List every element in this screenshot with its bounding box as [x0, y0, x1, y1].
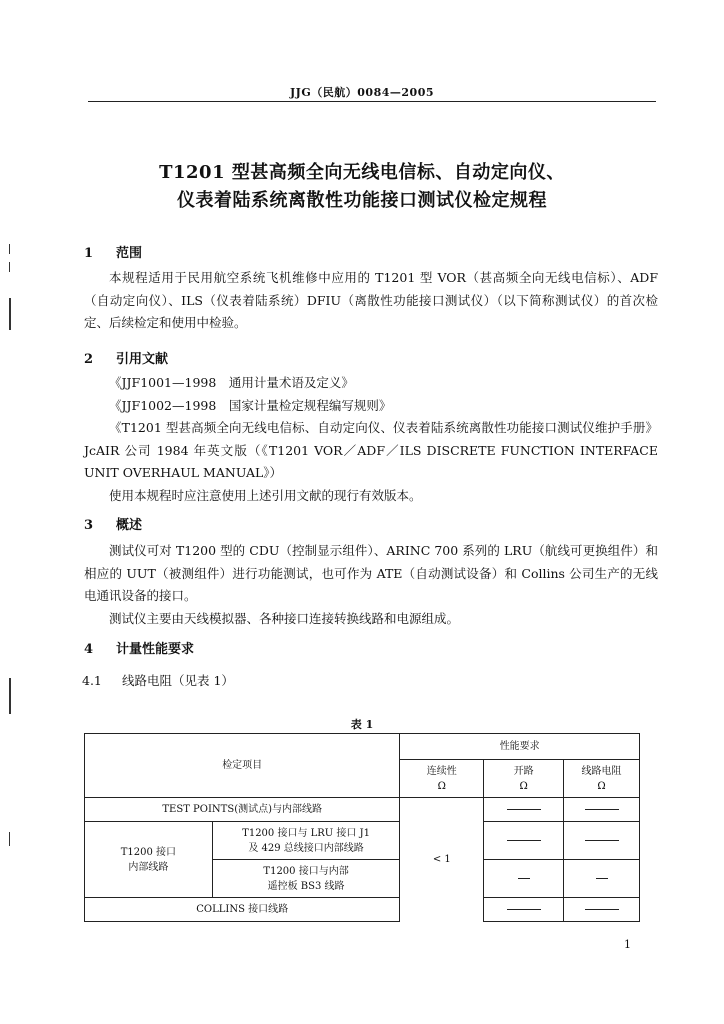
group-label: [85, 822, 213, 898]
scan-artifact: [9, 298, 11, 330]
section-title: 计量性能要求: [116, 642, 195, 657]
open-value: [484, 860, 564, 898]
reference-note: 使用本规程时应注意使用上述引用文献的现行有效版本。: [109, 487, 422, 503]
section-number: 4: [84, 642, 94, 657]
section-number: 1: [84, 246, 94, 261]
header-open-circuit: [484, 760, 564, 798]
scan-artifact: [9, 244, 10, 254]
reference-item: 《T1201 型甚高频全向无线电信标、自动定向仪、仪表着陆系统离散性功能接口测试仪维护手册》JcAIR 公司 1984 年英文版（《T1201 VOR／ADF／ILS DISCRETE FUNCTION INTERFACE UNIT OVERHAUL MANUAL》）: [84, 420, 658, 480]
header-item: 检定项目: [85, 734, 400, 798]
scan-artifact: [9, 262, 10, 272]
section-2-heading: [84, 348, 168, 367]
row-item: [212, 822, 400, 860]
header-continuity: [400, 760, 484, 798]
table-row: [85, 798, 640, 822]
dash-mark: [507, 809, 541, 810]
page-number: 1: [624, 938, 631, 951]
section-1-heading: [84, 242, 142, 261]
section-4-heading: [84, 638, 194, 657]
row-item: TEST POINTS(测试点)与内部线路: [85, 798, 400, 822]
section-2-body: [84, 372, 658, 507]
line-resistance-table: [84, 733, 640, 922]
section-title: 引用文献: [116, 352, 169, 367]
label: 内部线路: [128, 861, 169, 873]
document-title-line-2: 仪表着陆系统离散性功能接口测试仪检定规程: [177, 190, 547, 211]
row-item: [212, 860, 400, 898]
dash-mark: [507, 909, 541, 910]
dash-mark: [596, 878, 608, 879]
section-3-heading: [84, 514, 142, 533]
section-number: 3: [84, 518, 94, 533]
label: T1200 接口与 LRU 接口 J1: [242, 827, 370, 839]
label: 连续性: [426, 765, 457, 777]
open-value: [484, 822, 564, 860]
subsection-title: 线路电阻（见表 1）: [122, 673, 234, 688]
subsection-4-1-heading: [82, 671, 234, 689]
label: T1200 接口: [120, 846, 177, 858]
section-number: 2: [84, 352, 94, 367]
dash-mark: [585, 840, 619, 841]
open-value: [484, 798, 564, 822]
header-performance: 性能要求: [400, 734, 640, 760]
resistance-value: [564, 898, 640, 922]
reference-item: 《JJF1002—1998 国家计量检定规程编写规则》: [109, 397, 392, 413]
resistance-value: [564, 798, 640, 822]
document-title-line-1: T1201 型甚高频全向无线电信标、自动定向仪、: [159, 162, 565, 183]
unit: Ω: [437, 780, 446, 792]
label: T1200 接口与内部: [263, 865, 349, 877]
table-row: [85, 898, 640, 922]
reference-item: 《JJF1001—1998 通用计量术语及定义》: [109, 375, 354, 390]
dash-mark: [585, 909, 619, 910]
unit: Ω: [597, 780, 606, 792]
header-line-resistance: [564, 760, 640, 798]
dash-mark: [507, 840, 541, 841]
dash-mark: [585, 809, 619, 810]
label: 开路: [513, 765, 534, 777]
table-caption: 表 1: [350, 718, 374, 731]
subsection-number: 4.1: [82, 673, 102, 688]
section-3-body: [84, 540, 658, 630]
scan-artifact: [9, 678, 11, 714]
dash-mark: [518, 878, 530, 879]
section-title: 概述: [116, 518, 143, 533]
section-1-body: [84, 267, 658, 335]
label: 遥控板 BS3 线路: [267, 880, 345, 892]
paragraph: 测试仪可对 T1200 型的 CDU（控制显示组件）、ARINC 700 系列的 LRU（航线可更换组件）和相应的 UUT（被测组件）进行功能测试，也可作为 ATE（自动测试设备）和 Collins 公司生产的无线电通讯设备的接口。: [84, 543, 658, 603]
label: 及 429 总线接口内部线路: [248, 842, 364, 854]
resistance-value: [564, 860, 640, 898]
table-row: [85, 822, 640, 860]
paragraph: 测试仪主要由天线模拟器、各种接口连接转换线路和电源组成。: [109, 610, 460, 626]
running-header: JJG（民航）0084—2005: [289, 86, 435, 99]
row-item: COLLINS 接口线路: [85, 898, 400, 922]
label: 线路电阻: [581, 765, 622, 777]
resistance-value: [564, 822, 640, 860]
unit: Ω: [519, 780, 528, 792]
section-title: 范围: [116, 246, 143, 261]
open-value: [484, 898, 564, 922]
continuity-value: < 1: [400, 798, 484, 922]
paragraph: 本规程适用于民用航空系统飞机维修中应用的 T1201 型 VOR（甚高频全向无线电信标）、ADF（自动定向仪）、ILS（仪表着陆系统）DFIU（离散性功能接口测试仪）（以下简称测试仪）的首次检定、后续检定和使用中检验。: [84, 270, 658, 330]
scan-artifact: [9, 832, 10, 846]
header-divider: [88, 101, 656, 102]
